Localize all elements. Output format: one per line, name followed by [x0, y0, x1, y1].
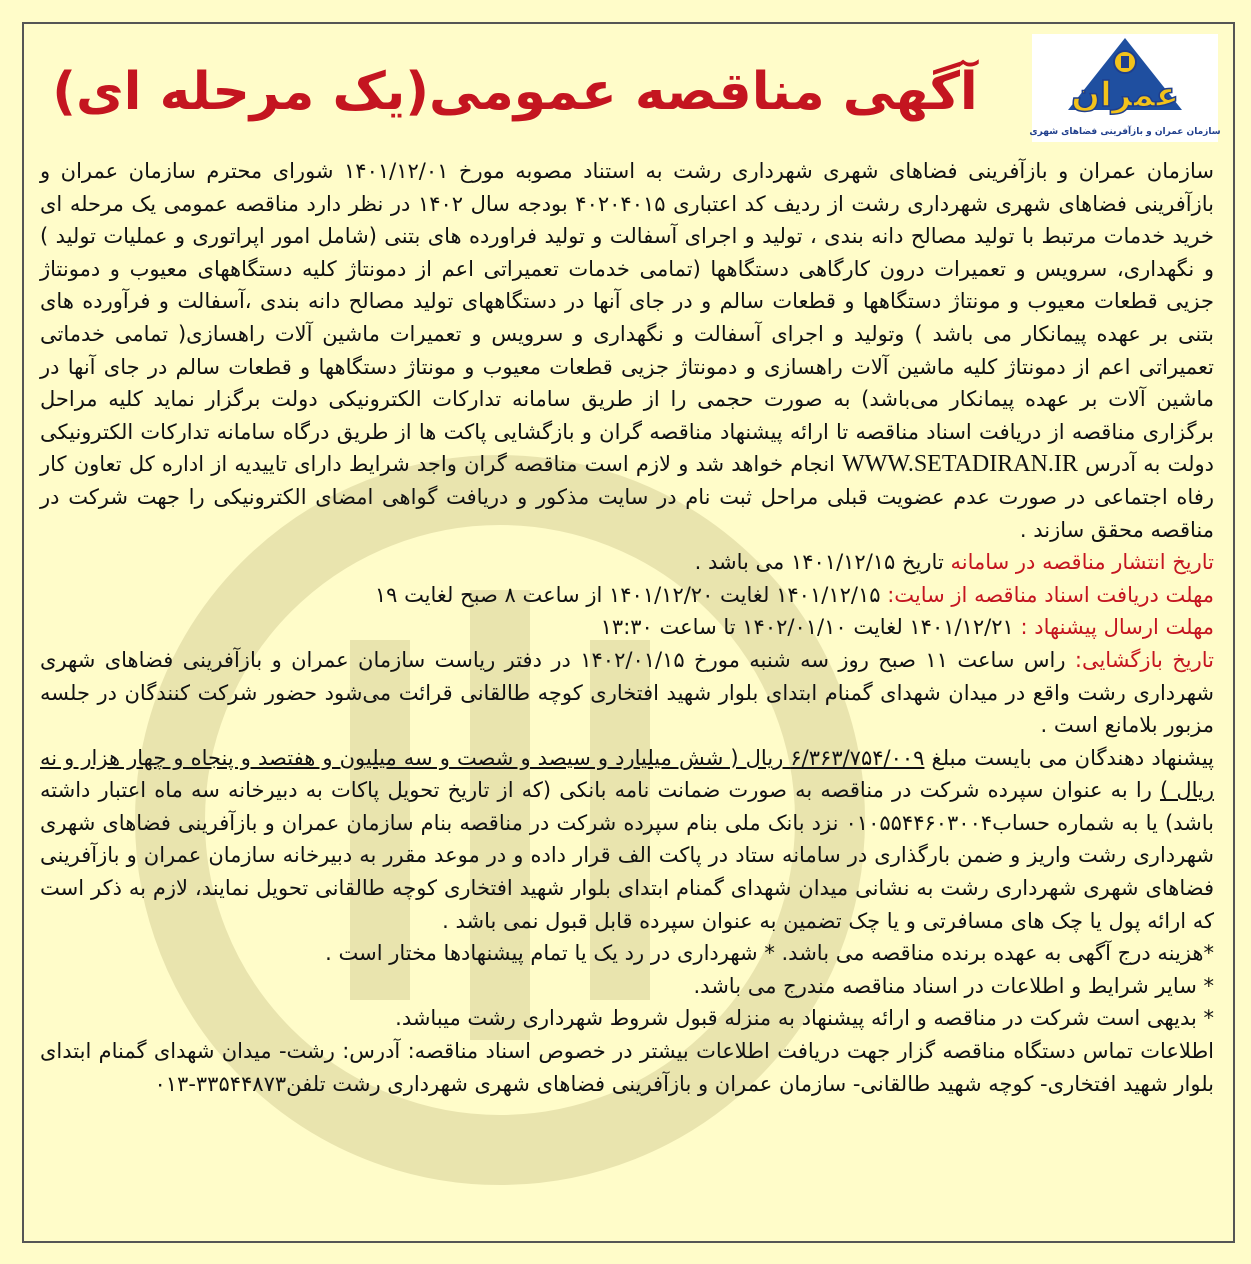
opening-date-value: راس ساعت ۱۱ صبح روز سه شنبه مورخ ۱۴۰۲/۰۱/۱۵ در دفتر ریاست سازمان عمران و بازآفرینی فضاهای شهری شهرداری رشت واقع در میدان شهدای گمنام ابتدای بلوار شهید افتخاری کوچه طالقانی قرائت می‌شود حضور شرکت کنندگان در جلسه مزبور بلامانع است . — [40, 647, 1214, 738]
deposit-paragraph — [40, 742, 1214, 938]
intro-text: سازمان عمران و بازآفرینی فضاهای شهری شهرداری رشت به استناد مصوبه مورخ ۱۴۰۱/۱۲/۰۱ شورای محترم سازمان عمران و بازآفرینی فضاهای شهری شهرداری رشت از ردیف کد اعتباری ۴۰۲۰۴۰۱۵ بودجه سال ۱۴۰۲ در نظر دارد مناقصه عمومی یک مرحله ای خرید خدمات مرتبط با تولید مصالح دانه بندی ، تولید و اجرای آسفالت و تولید فراورده های بتنی (شامل امور اپراتوری و عملیات تولید ) و نگهداری، سرویس و تعمیرات درون کارگاهی دستگاهها (تمامی خدمات تعمیراتی اعم از دمونتاژ کلیه دستگاههای معیوب و دمونتاژ جزیی قطعات معیوب و مونتاژ دستگاهها و قطعات سالم و در جای آنها در دستگاههای تولید مصالح دانه بندی ،آسفالت و فرآورده های بتنی بر عهده پیمانکار می باشد ) وتولید و اجرای آسفالت و نگهداری و سرویس و تعمیرات ماشین آلات راهسازی( تمامی خدماتی تعمیراتی اعم از دمونتاژ کلیه ماشین آلات راهسازی و دمونتاژ جزیی قطعات معیوب و مونتاژ دستگاهها و قطعات سالم در جای آنها در ماشین آلات بر عهده پیمانکار می‌باشد) به صورت حجمی را از طریق سامانه تدارکات الکترونیکی دولت برگزار نماید کلیه مراحل برگزاری مناقصه از دریافت اسناد مناقصه تا ارائه پیشنهاد مناقصه گران و بازگشایی پاکت ها از طریق درگاه سامانه تدارکات الکترونیکی دولت به آدرس — [40, 159, 1214, 477]
docs-deadline-line — [40, 579, 1214, 612]
page-title: آگهی مناقصه عمومی(یک مرحله ای) — [52, 62, 978, 122]
omran-logo-icon — [1032, 34, 1218, 124]
opening-date-paragraph — [40, 644, 1214, 742]
contact-info: اطلاعات تماس دستگاه مناقصه گزار جهت دریافت اطلاعات بیشتر در خصوص اسناد مناقصه: آدرس: رشت- میدان شهدای گمنام ابتدای بلوار شهید افتخاری- کوچه شهید طالقانی- سازمان عمران و بازآفرینی فضاهای شهری شهرداری رشت تلفن۳۳۵۴۴۸۷۳-۰۱۳ — [40, 1039, 1214, 1096]
publish-date-value: تاریخ ۱۴۰۱/۱۲/۱۵ می باشد . — [694, 550, 951, 575]
publish-date-label: تاریخ انتشار مناقصه در سامانه — [950, 550, 1214, 575]
note-item: *هزینه درج آگهی به عهده برنده مناقصه می باشد. * شهرداری در رد یک یا تمام پیشنهادها مختار است . — [325, 941, 1214, 966]
svg-text:عمران: عمران — [1071, 75, 1179, 115]
logo-caption: سازمان عمران و بازآفرینی فضاهای شهری — [1029, 127, 1221, 137]
website-link[interactable]: WWW.SETADIRAN.IR — [842, 451, 1078, 478]
deposit-amount: ۶/۳۶۳/۷۵۴/۰۰۹ ریال ( شش میلیارد و سیصد و شصت و سه میلیون و هفتصد و پنجاه و چهار هزار و نه ریال ) — [40, 745, 1214, 803]
docs-deadline-value: ۱۴۰۱/۱۲/۱۵ لغایت ۱۴۰۱/۱۲/۲۰ از ساعت ۸ صبح لغایت ۱۹ — [374, 582, 888, 607]
submit-deadline-label: مهلت ارسال پیشنهاد : — [1020, 615, 1214, 640]
deposit-text: پیشنهاد دهندگان می بایست مبلغ — [924, 745, 1215, 770]
publish-date-line — [40, 546, 1214, 579]
intro-text-end: انجام خواهد شد و لازم است مناقصه گران واجد شرایط دارای تاییدیه از اداره کل تعاون کار رفاه اجتماعی در صورت عدم عضویت قبلی مراحل ثبت نام در سایت مذکور و دریافت گواهی امضای الکترونیکی را جهت شرکت در مناقصه محقق سازند . — [40, 452, 1214, 542]
organization-logo — [1029, 34, 1221, 142]
note-item: * بدیهی است شرکت در مناقصه و ارائه پیشنهاد به منزله قبول شروط شهرداری رشت میباشد. — [395, 1006, 1214, 1031]
intro-paragraph — [40, 155, 1214, 546]
notice-body — [40, 155, 1214, 1100]
deposit-text-end: را به عنوان سپرده شرکت در مناقصه به صورت ضمانت نامه بانکی (که از تاریخ تحویل پاکات به دبیرخانه سه ماه اعتبار داشته باشد) یا به شماره حساب۰۱۰۵۵۴۴۶۰۳۰۰۴ نزد بانک ملی بنام سپرده شرکت در مناقصه بنام سازمان عمران و بازآفرینی فضاهای شهری شهرداری رشت واریز و ضمن بارگذاری در سامانه ستاد در پاکت الف قرار داده و در موعد مقرر به دبیرخانه سازمان عمران و بازآفرینی فضاهای شهری شهرداری رشت به نشانی میدان شهدای گمنام ابتدای بلوار شهید افتخاری کوچه طالقانی تحویل نمایند، لازم به ذکر است که ارائه پول یا چک های مسافرتی و یا چک تضمین به عنوان سپرده قابل قبول نمی باشد . — [40, 778, 1215, 933]
note-item: * سایر شرایط و اطلاعات در اسناد مناقصه مندرج می باشد. — [693, 973, 1214, 998]
submit-deadline-line — [40, 611, 1214, 644]
docs-deadline-label: مهلت دریافت اسناد مناقصه از سایت: — [887, 582, 1214, 607]
submit-deadline-value: ۱۴۰۱/۱۲/۲۱ لغایت ۱۴۰۲/۰۱/۱۰ تا ساعت ۱۳:۳۰ — [600, 615, 1021, 640]
opening-date-label: تاریخ بازگشایی: — [1074, 647, 1214, 672]
